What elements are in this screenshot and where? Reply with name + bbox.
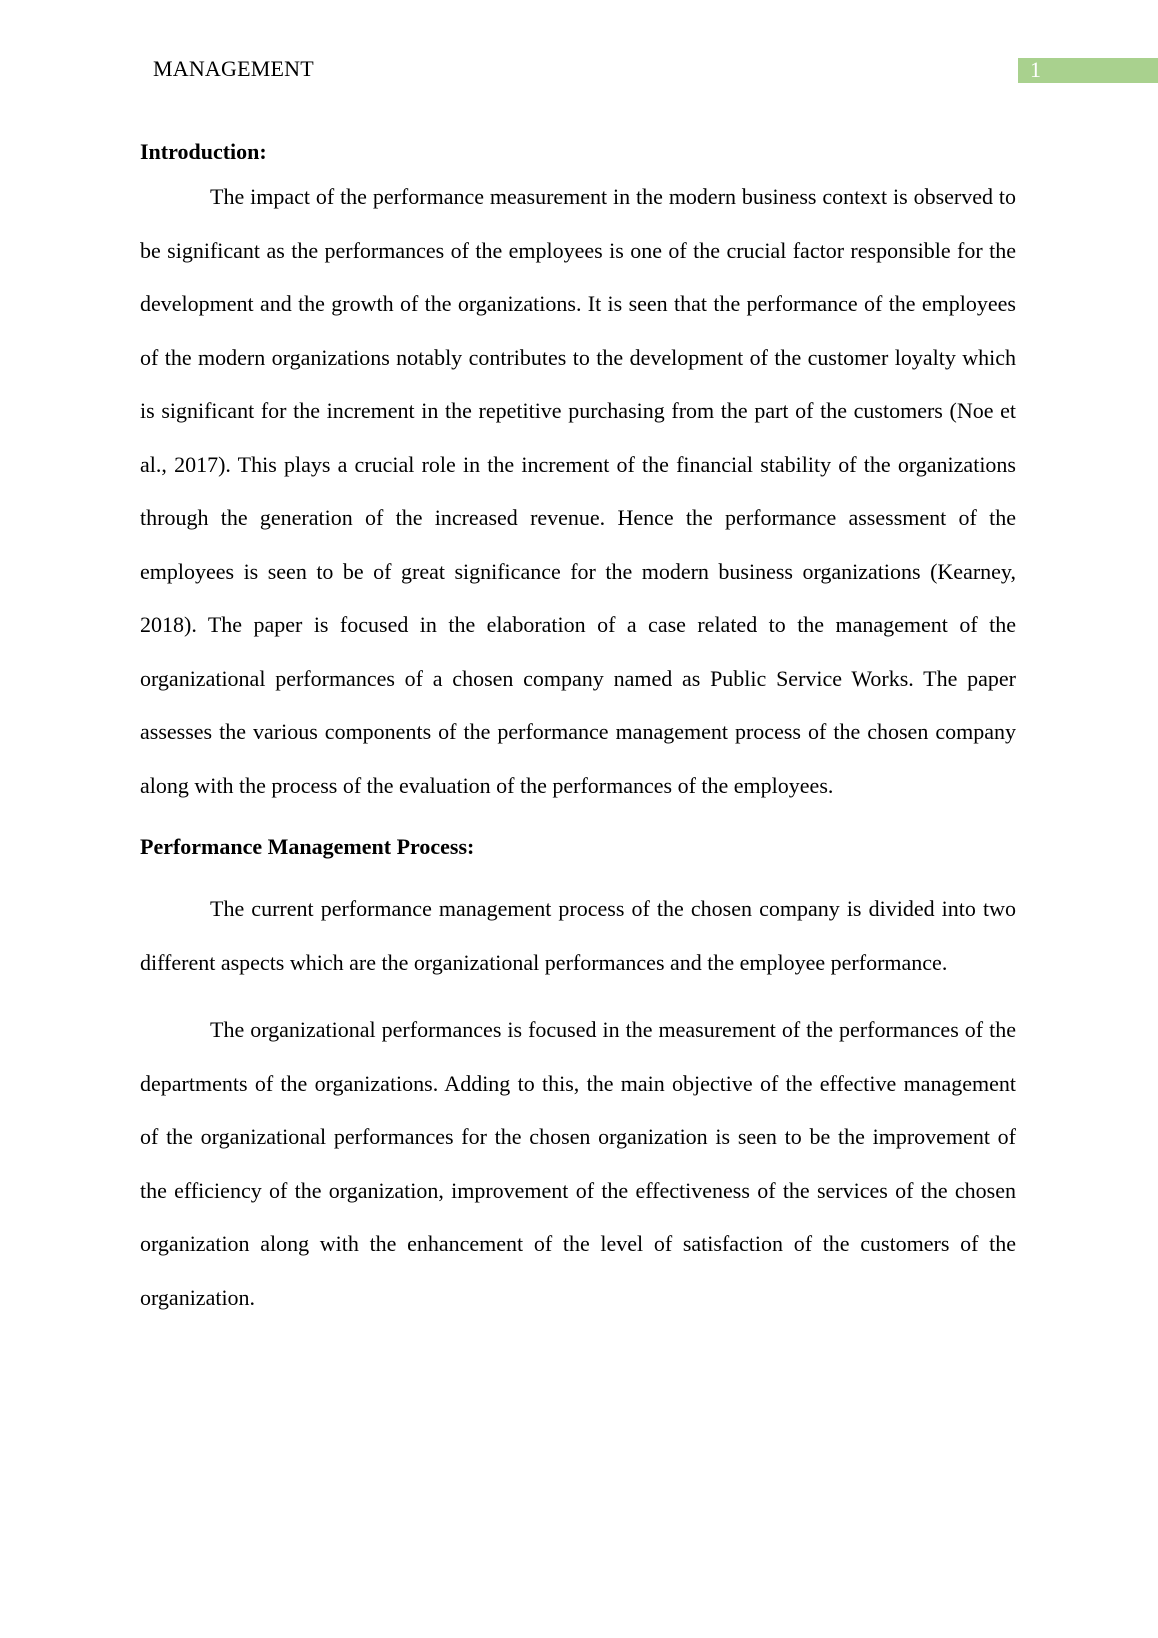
introduction-heading: Introduction: — [140, 139, 267, 164]
running-head: MANAGEMENT — [153, 56, 314, 81]
introduction-paragraph: The impact of the performance measurement in the modern business context is observed to be significant as the performances of the employees is one of the crucial factor responsible for the development and the growth of the organizations. It is seen that the performance of the employees of the modern organizations notably contributes to the development of the customer loyalty which is significant for the increment in the repetitive purchasing from the part of the customers (Noe et al., 2017). This plays a crucial role in the increment of the financial stability of the organizations through the generation of the increased revenue. Hence the performance assessment of the employees is seen to be of great significance for the modern business organizations (Kearney, 2018). The paper is focused in the elaboration of a case related to the management of the organizational performances of a chosen company named as Public Service Works. The paper assesses the various components of the performance management process of the chosen company along with the process of the evaluation of the performances of the employees. — [140, 184, 1016, 798]
page-number: 1 — [1030, 57, 1041, 82]
performance-management-paragraph-2: The organizational performances is focused in the measurement of the performances of the departments of the organizations. Adding to this, the main objective of the effective management of the organizational performances for the chosen organization is seen to be the improvement of the efficiency of the organization, improvement of the effectiveness of the services of the chosen organization along with the enhancement of the level of satisfaction of the customers of the organization. — [140, 1017, 1016, 1310]
document-body — [140, 137, 1016, 1324]
performance-management-heading: Performance Management Process: — [140, 834, 475, 859]
performance-management-paragraph-1: The current performance management process of the chosen company is divided into two different aspects which are the organizational performances and the employee performance. — [140, 896, 1016, 975]
